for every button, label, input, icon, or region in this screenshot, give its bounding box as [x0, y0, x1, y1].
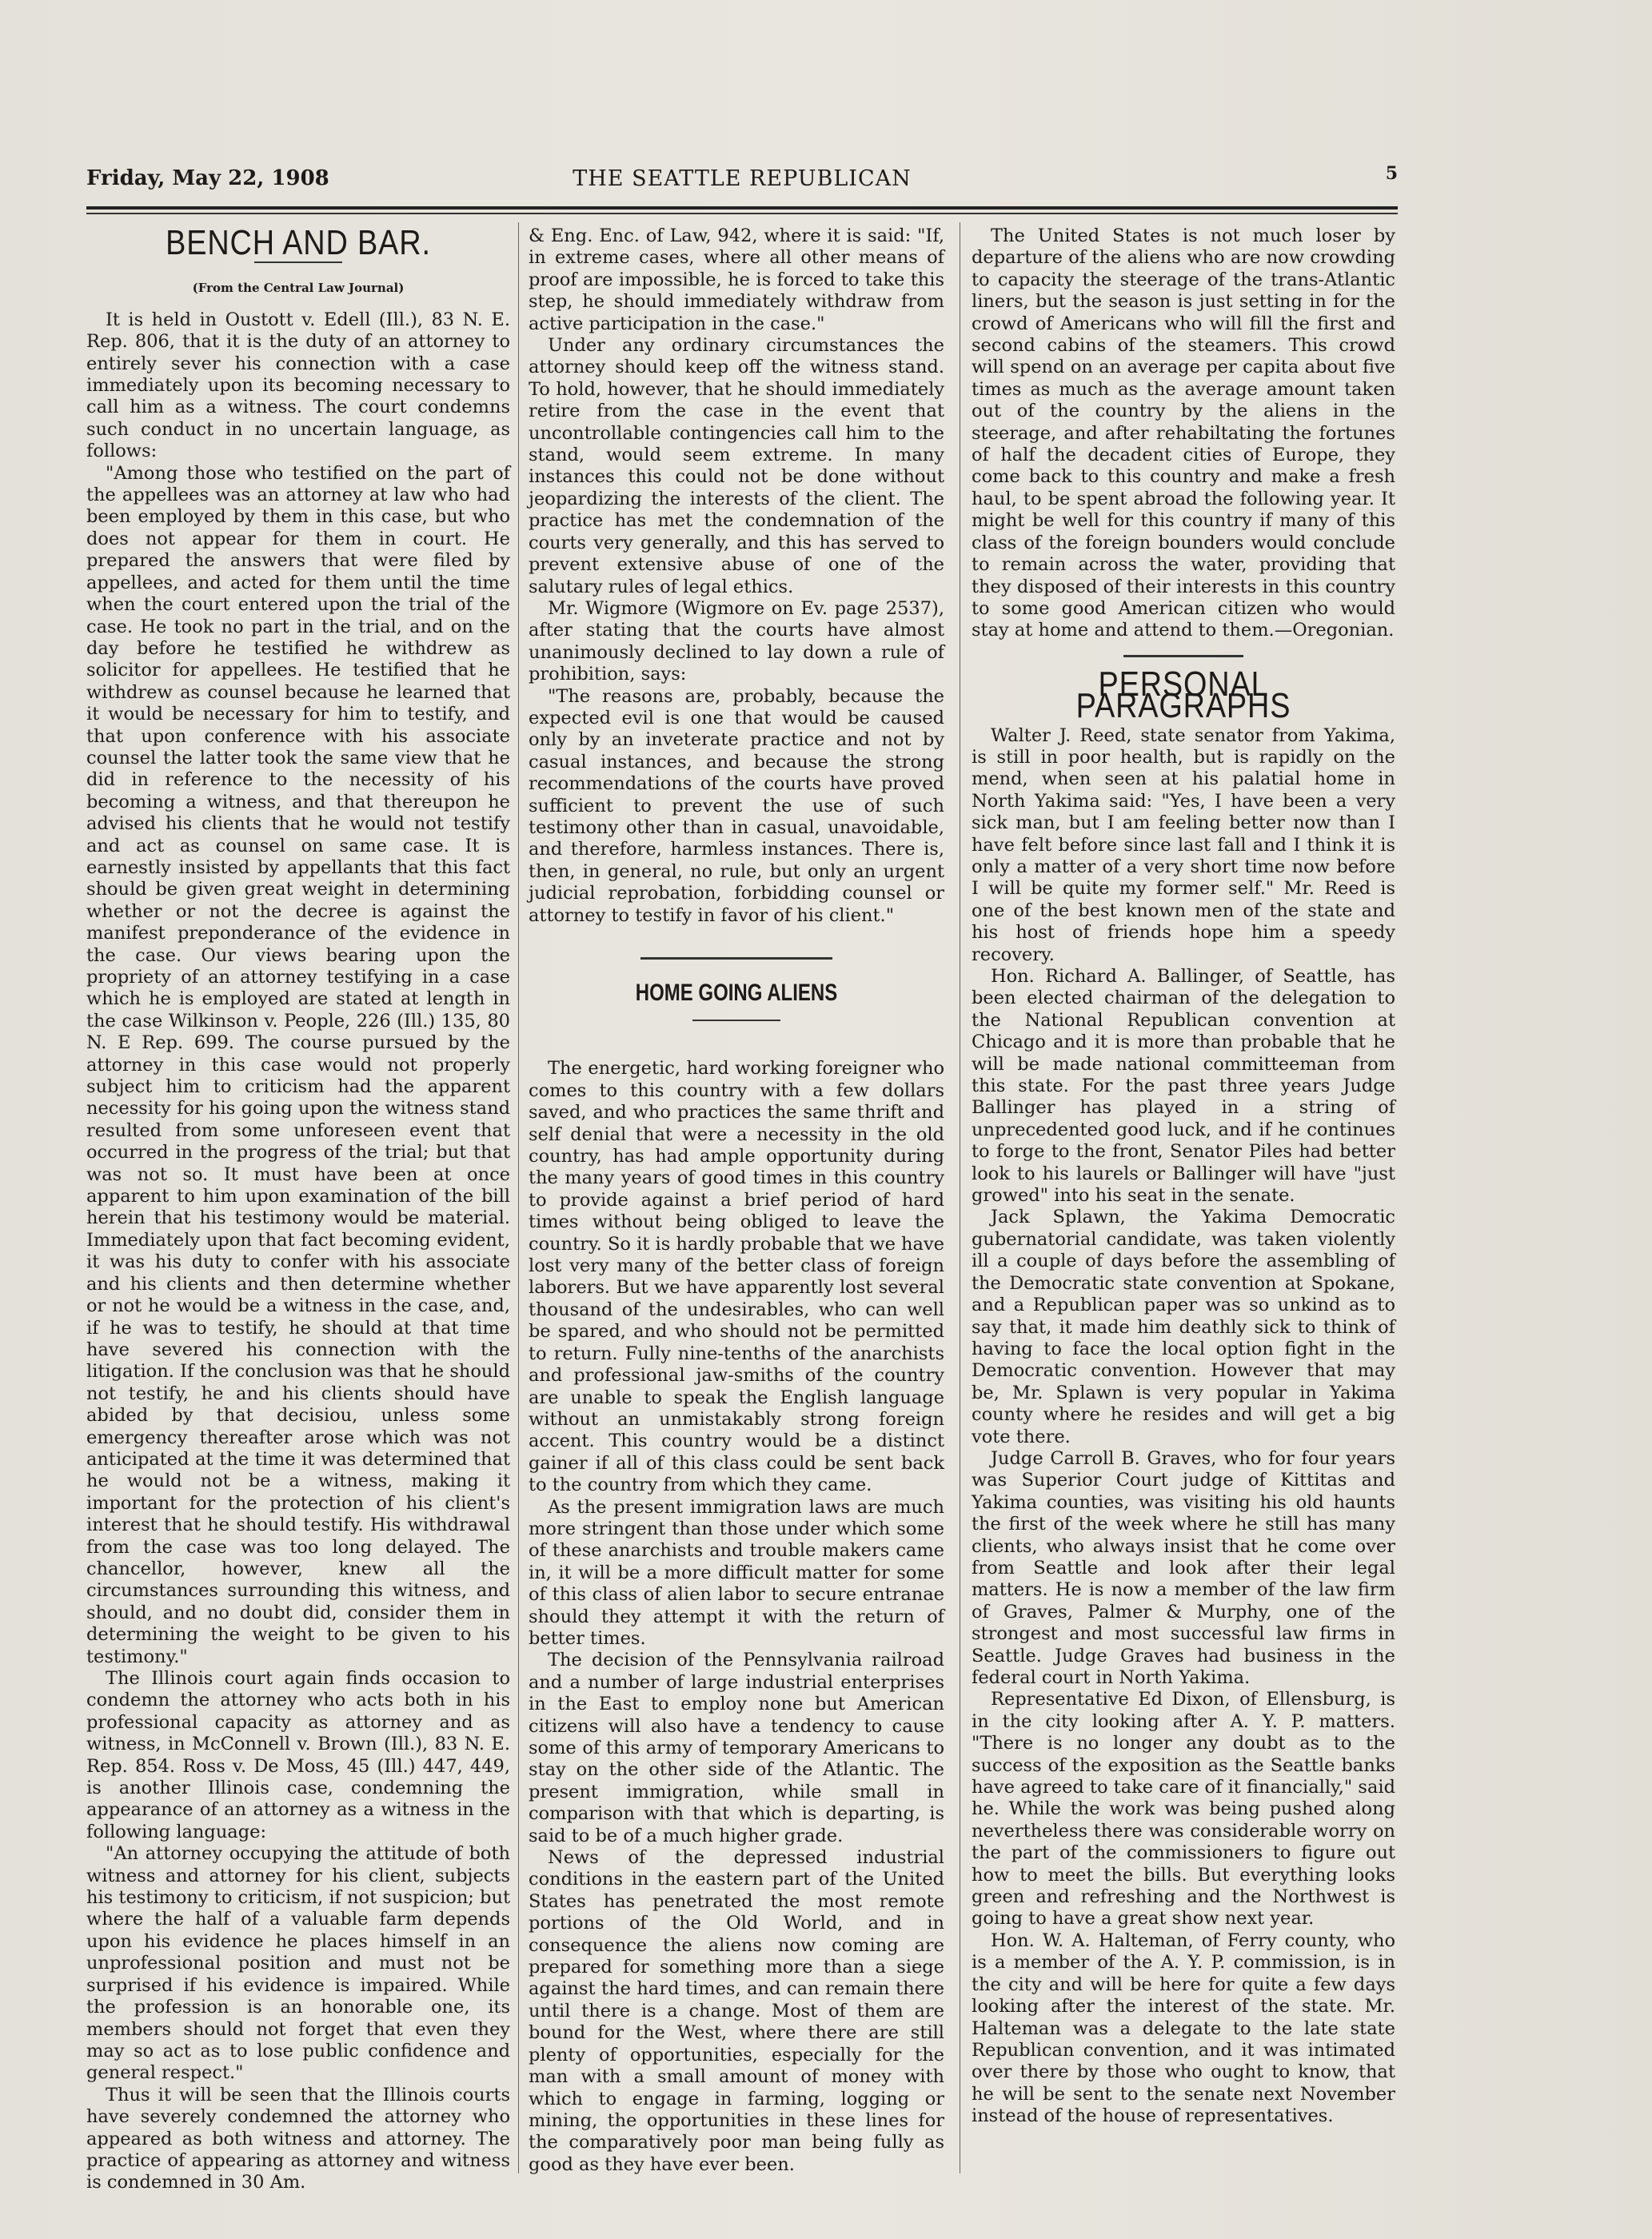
article-paragraph: The decision of the Pennsylvania railroad and a number of large industrial enterprises in the East to employ none but American citizens will also have a tendency to cause some of this army of temporary Americans to stay on the other side of the Atlantic. The present immigration, while small in comparison with that which is departing, is said to be of a much higher grade.: [529, 1650, 944, 1846]
section-rule: [640, 957, 832, 960]
article-paragraph: Mr. Wigmore (Wigmore on Ev. page 2537), after stating that the courts have almost unanimously declined to lay down a rule of prohibition, says:: [529, 597, 944, 685]
article-paragraph: & Eng. Enc. of Law, 942, where it is said: "If, in extreme cases, where all other means of proof are impossible, he is forced to take this step, he should immediately withdraw from active participation in the case.": [529, 225, 944, 334]
article-heading-personal-paragraphs: PERSONAL PARAGRAPHS: [1075, 664, 1291, 726]
page-header: [86, 163, 1398, 206]
header-rule-thin: [86, 213, 1398, 214]
article-paragraph: "The reasons are, probably, because the expected evil is one that would be caused only by an inveterate practice and not by casual instances, and because the strong recommendations of the courts have proved sufficient to prevent the use of such testimony other than in casual, unavoidable, and therefore, harmless instances. There is, then, in general, no rule, but only an urgent judicial reprobation, forbidding counsel or attorney to testify in favor of his client.": [529, 685, 944, 926]
article-paragraph: News of the depressed industrial conditions in the eastern part of the United States has penetrated the most remote portions of the Old World, and in consequence the aliens now coming are prepared for something more than a siege against the hard times, and can remain there until there is a change. Most of them are bound for the West, where there are still plenty of opportunities, especially for the man with a small amount of money with which to engage in farming, logging or mining, the opportunities in these lines for the comparatively poor man being fully as good as they have ever been.: [529, 1847, 944, 2175]
issue-date: Friday, May 22, 1908: [86, 166, 329, 190]
article-heading-bench-and-bar: BENCH AND BAR.: [166, 223, 431, 262]
article-paragraph: Hon. Richard A. Ballinger, of Seattle, has been elected chairman of the delegation to the National Republican convention at Chicago and it is more than probable that he will be made national committeeman from this state. For the past three years Judge Ballinger has played in a string of unprecedented good luck, and if he continues to forge to the front, Senator Piles had better look to his laurels or Ballinger will have "just growed" into his seat in the senate.: [972, 966, 1395, 1207]
article-paragraph: The energetic, hard working foreigner who comes to this country with a few dollars saved, and who practices the same thrift and self denial that were a necessity in the old country, has had ample opportunity during the many years of good times in this country to provide against a brief period of hard times without being obliged to leave the country. So it is hardly probable that we have lost very many of the better class of foreign laborers. But we have apparently lost several thousand of the undesirables, who can well be spared, and who should not be permitted to return. Fully nine-tenths of the anarchists and professional jaw-smiths of the country are unable to speak the English language without an unmistakably strong foreign accent. This country would be a distinct gainer if all of this class could be sent back to the country from which they came.: [529, 1058, 944, 1496]
article-paragraph: As the present immigration laws are much more stringent than those under which some of these anarchists and trouble makers came in, it will be a more difficult matter for some of this class of alien labor to secure entranae should they attempt it with the return of better times.: [529, 1496, 944, 1649]
header-rule-thick: [86, 206, 1398, 210]
article-paragraph: The United States is not much loser by departure of the aliens who are now crowding to capacity the steerage of the trans-Atlantic liners, but the season is just setting in for the crowd of Americans who will fill the first and second cabins of the steamers. This crowd will spend on an average per capita about five times as much as the average amount taken out of the country by the aliens in the steerage, and after rehabiltating the fortunes of half the decadent cities of Europe, they come back to this country and make a fresh haul, to be spent abroad the following year. It might be well for this country if many of this class of the foreign bounders would conclude to remain across the water, providing that they disposed of their interests in this country to some good American citizen who would stay at home and attend to them.—Oregonian.: [972, 225, 1395, 641]
article-paragraph: Judge Carroll B. Graves, who for four years was Superior Court judge of Kittitas and Yakima counties, was visiting his old haunts the first of the week where he still has many clients, who always insist that he come over from Seattle and look after their legal matters. He is now a member of the law firm of Graves, Palmer & Murphy, one of the strongest and most successful law firms in Seattle. Judge Graves had business in the federal court in North Yakima.: [972, 1447, 1395, 1688]
column-3: [972, 225, 1395, 2169]
article-paragraph: The Illinois court again finds occasion to condemn the attorney who acts both in his professional capacity as attorney and as witness, in McConnell v. Brown (Ill.), 83 N. E. Rep. 854. Ross v. De Moss, 45 (Ill.) 447, 449, is another Illinois case, condemning the appearance of an attorney as a witness in the following language:: [86, 1668, 510, 1842]
article-paragraph: Representative Ed Dixon, of Ellensburg, is in the city looking after A. Y. P. matters. "There is no longer any doubt as to the success of the exposition as the Seattle banks have agreed to take care of it financially," said he. While the work was being pushed along nevertheless there was considerable worry on the part of the commissioners to figure out how to meet the bills. But everything looks green and refreshing and the Northwest is going to have a great show next year.: [972, 1689, 1395, 1930]
column-2: [529, 225, 944, 2175]
page-number: 5: [1385, 163, 1398, 184]
masthead-title: THE SEATTLE REPUBLICAN: [573, 166, 912, 191]
article-paragraph: It is held in Oustott v. Edell (Ill.), 83 N. E. Rep. 806, that it is the duty of an attorney to entirely sever his connection with a case immediately upon its becoming necessary to call him as a witness. The court condemns such conduct in no uncertain language, as follows:: [86, 309, 510, 462]
heading-rule: [692, 1020, 780, 1021]
article-credit: (From the Central Law Journal): [192, 281, 405, 296]
article-paragraph: "Among those who testified on the part of the appellees was an attorney at law who had been employed by them in this case, but who does not appear for them in court. He prepared the answers that were filed by appellees, and acted for them until the time when the court entered upon the trial of the case. He took no part in the trial, and on the day before he testified he withdrew as solicitor for appellees. He testified that he withdrew as counsel because he learned that it would be necessary for him to testify, and that upon conference with his associate counsel the latter took the same view that he did in reference to the necessity of his becoming a witness, and that thereupon he advised his clients that he would not testify and act as counsel on same case. It is earnestly insisted by appellants that this fact should be given great weight in determining whether or not the decree is against the manifest preponderance of the evidence in the case. Our views bearing upon the propriety of an attorney testifying in a case which he is employed are stated at length in the case Wilkinson v. People, 226 (Ill.) 135, 80 N. E Rep. 699. The course pursued by the attorney in this case would not properly subject him to criticism had the apparent necessity for his going upon the witness stand resulted from some unforeseen event that occurred in the progress of the trial; but that was not so. It must have been at once apparent to him upon examination of the bill herein that his testimony would be material. Immediately upon that fact becoming evident, it was his duty to confer with his associate and his clients and then determine whether or not he would be a witness in the case, and, if he was to testify, he should at that time have severed his connection with the litigation. If the conclusion was that he should not testify, he and his clients should have abided by that decisiou, unless some emergency thereafter arose which was not anticipated at the time it was determined that he would not be a witness, making it important for the protection of his client's interest that he should testify. His withdrawal from the case was too long delayed. The chancellor, however, knew all the circumstances surrounding this witness, and should, and no doubt did, consider them in determining the weight to be given to his testimony.": [86, 462, 510, 1667]
article-paragraph: Jack Splawn, the Yakima Democratic gubernatorial candidate, was taken violently ill a couple of days before the assembling of the Democratic state convention at Spokane, and a Republican paper was so unkind as to say that, it made him deathly sick to think of having to face the local option fight in the Democratic convention. However that may be, Mr. Splawn is very popular in Yakima county where he resides and will get a big vote there.: [972, 1207, 1395, 1447]
section-rule: [1123, 655, 1243, 657]
article-paragraph: Hon. W. A. Halteman, of Ferry county, who is a member of the A. Y. P. commission, is in the city and will be here for quite a few days looking after the interest of the state. Mr. Halteman was a delegate to the late state Republican convention, and it was intimated over there by those who ought to know, that he will be sent to the senate next November instead of the house of representatives.: [972, 1930, 1395, 2127]
column-1: [86, 223, 510, 2193]
column-divider: [518, 222, 519, 2173]
article-paragraph: "An attorney occupying the attitude of both witness and attorney for his client, subjects his testimony to criticism, if not suspicion; but where the half of a valuable farm depends upon his evidence he places himself in an unprofessional position and must not be surprised if his evidence is impaired. While the profession is an honorable one, its members should not forget that even they may so act as to lose public confidence and general respect.": [86, 1843, 510, 2084]
article-heading-home-going-aliens: HOME GOING ALIENS: [635, 980, 838, 1006]
article-paragraph: Walter J. Reed, state senator from Yakima, is still in poor health, but is rapidly on the mend, when seen at his palatial home in North Yakima said: "Yes, I have been a very sick man, but I am feeling better now than I have felt before since last fall and I think it is only a matter of a very short time now before I will be quite my former self." Mr. Reed is one of the best known men of the state and his host of friends hope him a speedy recovery.: [972, 724, 1395, 965]
article-paragraph: Thus it will be seen that the Illinois courts have severely condemned the attorney who appeared as both witness and attorney. The practice of appearing as attorney and witness is condemned in 30 Am.: [86, 2084, 510, 2193]
article-paragraph: Under any ordinary circumstances the attorney should keep off the witness stand. To hold, however, that he should immediately retire from the case in the event that uncontrollable contingencies call him to the stand, would seem extreme. In many instances this could not be done without jeopardizing the interests of the client. The practice has met the condemnation of the courts very generally, and this has served to prevent extensive abuse of one of the salutary rules of legal ethics.: [529, 335, 944, 597]
